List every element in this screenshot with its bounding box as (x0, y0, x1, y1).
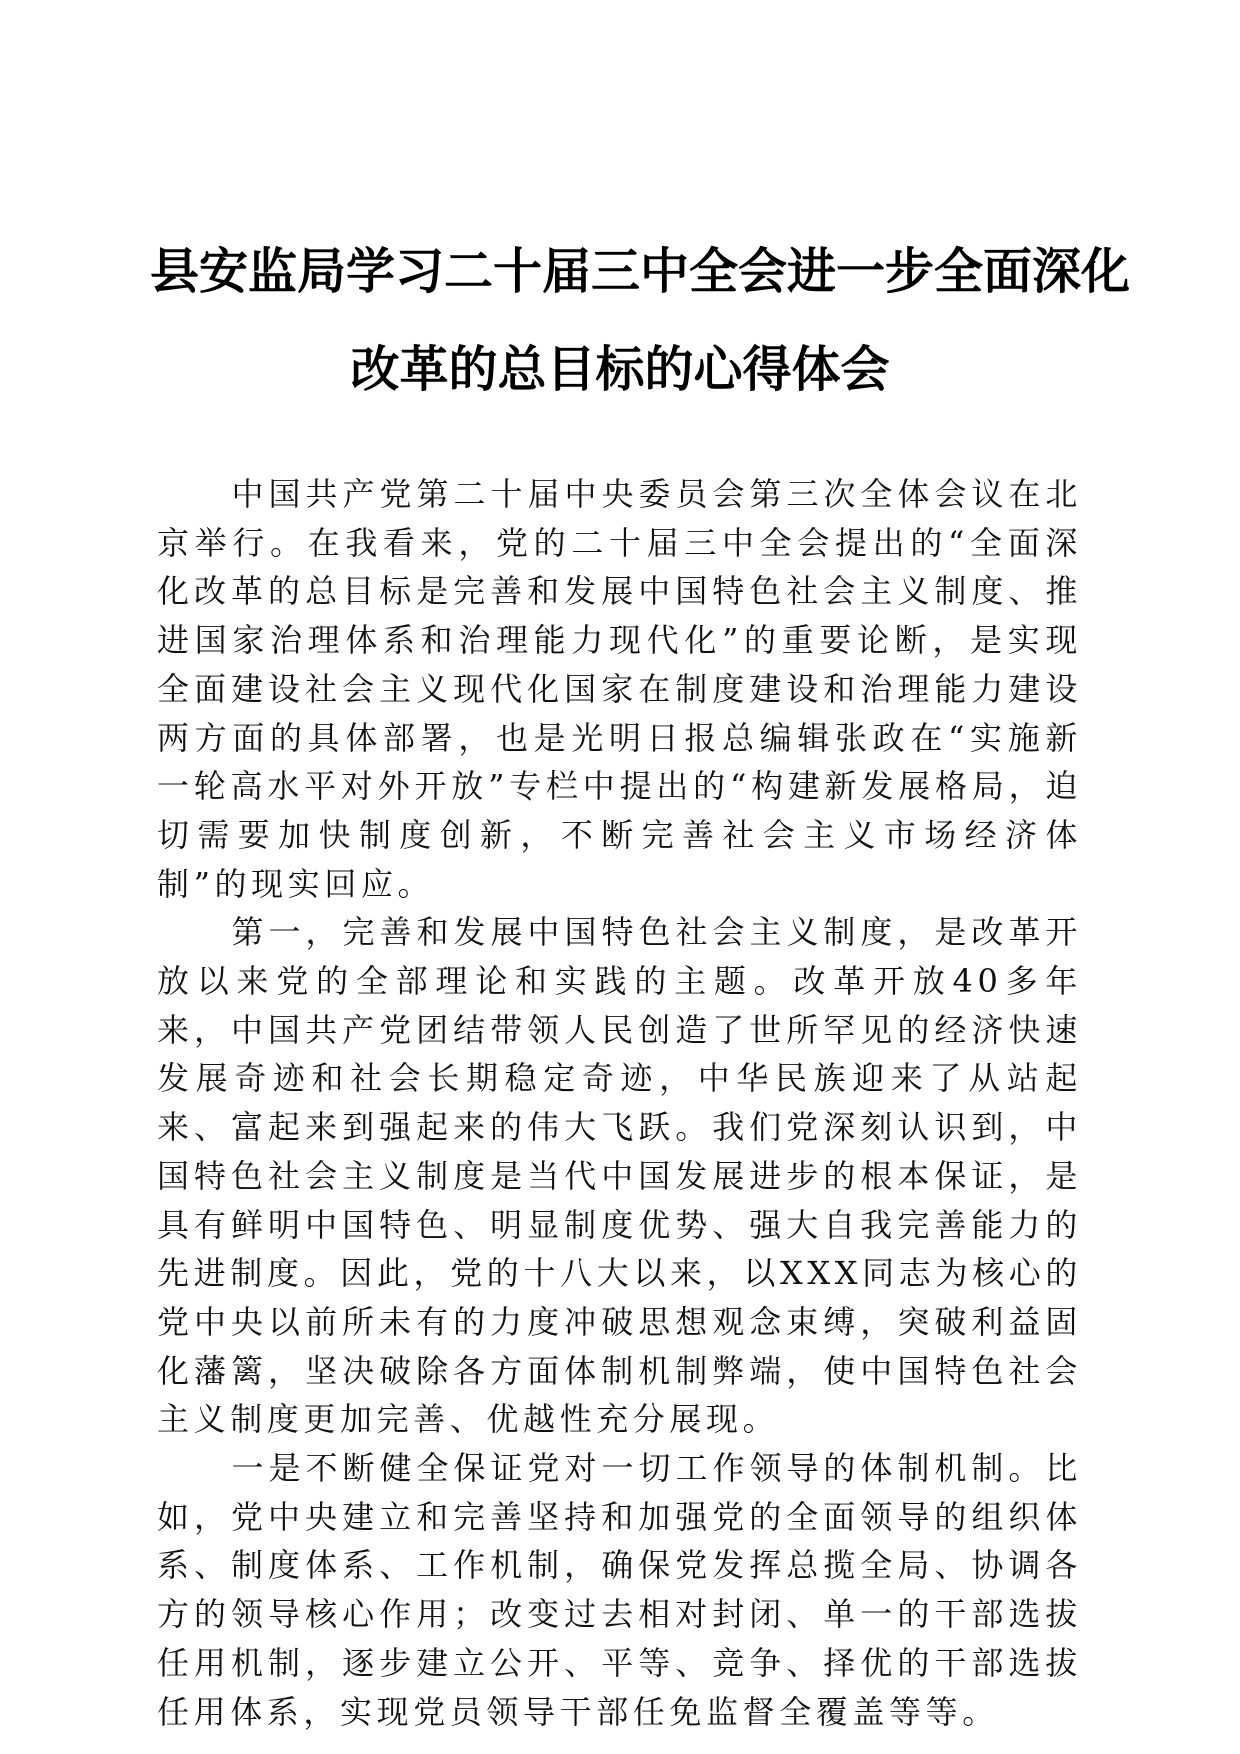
paragraph-intro: 中国共产党第二十届中央委员会第三次全体会议在北京举行。在我看来，党的二十届三中全会提出的“全面深化改革的总目标是完善和发展中国特色社会主义制度、推进国家治理体系和治理能力现代化”的重要论断，是实现全面建设社会主义现代化国家在制度建设和治理能力建设两方面的具体部署，也是光明日报总编辑张政在“实施新一轮高水平对外开放”专栏中提出的“构建新发展格局，迫切需要加快制度创新，不断完善社会主义市场经济体制”的现实回应。 (157, 475, 1082, 903)
paragraph-sub-point-one: 一是不断健全保证党对一切工作领导的体制机制。比如，党中央建立和完善坚持和加强党的全面领导的组织体系、制度体系、工作机制，确保党发挥总揽全局、协调各方的领导核心作用；改变过去相对封闭、单一的干部选拔任用机制，逐步建立公开、平等、竞争、择优的干部选拔任用体系，实现党员领导干部任免监督全覆盖等等。 (157, 1449, 1082, 1731)
document-body (157, 470, 1082, 1736)
title-line-2: 改革的总目标的心得体会 (350, 340, 890, 398)
document-title (150, 222, 1131, 418)
title-line-1: 县安监局学习二十届三中全会进一步全面深化 (150, 242, 1131, 300)
paragraph-first-point: 第一，完善和发展中国特色社会主义制度，是改革开放以来党的全部理论和实践的主题。改革开放40多年来，中国共产党团结带领人民创造了世所罕见的经济快速发展奇迹和社会长期稳定奇迹，中华民族迎来了从站起来、富起来到强起来的伟大飞跃。我们党深刻认识到，中国特色社会主义制度是当代中国发展进步的根本保证，是具有鲜明中国特色、明显制度优势、强大自我完善能力的先进制度。因此，党的十八大以来，以XXX同志为核心的党中央以前所未有的力度冲破思想观念束缚，突破利益固化藩篱，坚决破除各方面体制机制弊端，使中国特色社会主义制度更加完善、优越性充分展现。 (157, 913, 1082, 1439)
